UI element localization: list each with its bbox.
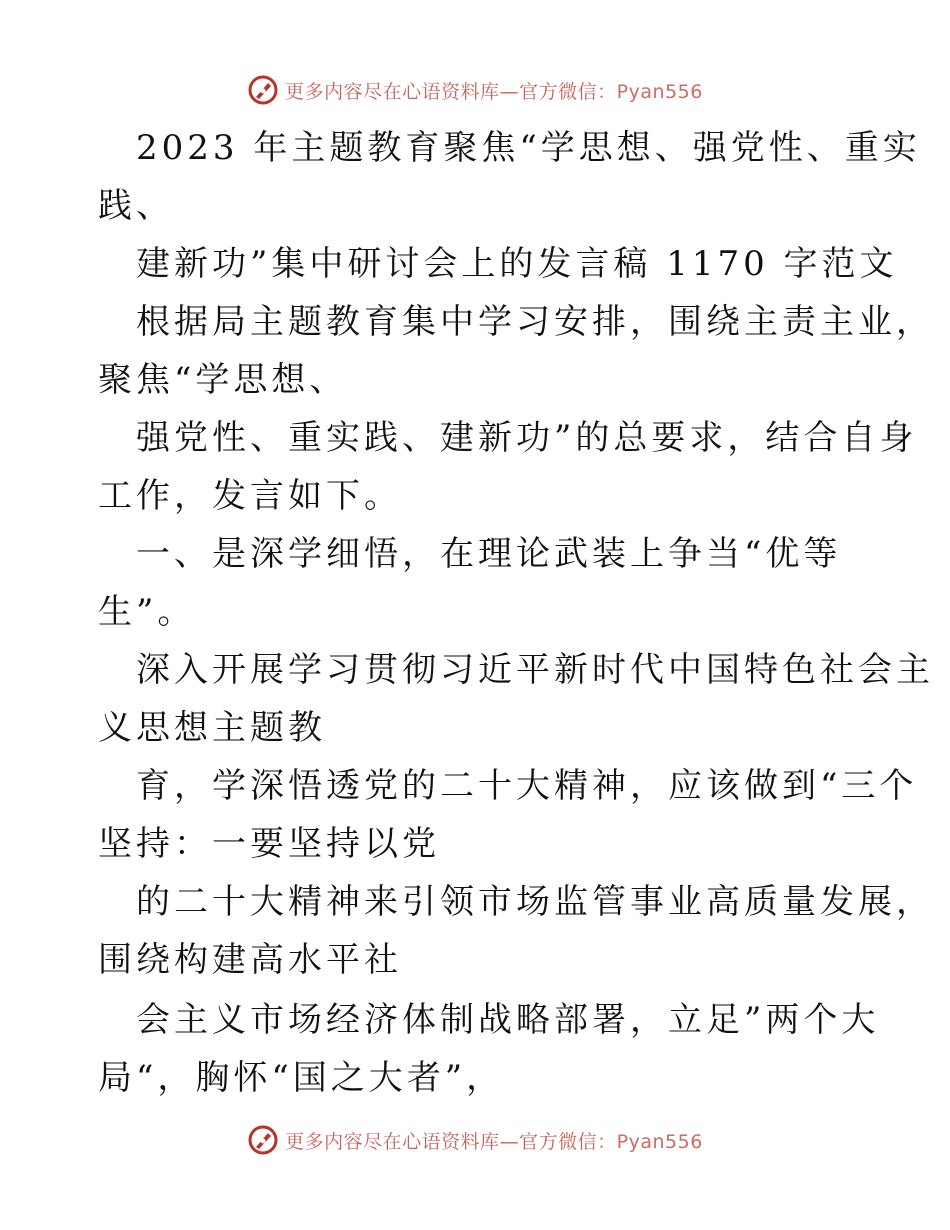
paragraph-line: 围绕构建高水平社 <box>98 940 402 980</box>
pen-circle-icon <box>247 74 279 106</box>
section-heading-line: 一、是深学细悟，在理论武装上争当“优等 <box>136 534 842 574</box>
paragraph-line: 强党性、重实践、建新功”的总要求，结合自身 <box>136 418 918 458</box>
watermark-text <box>285 1127 703 1154</box>
pen-circle-icon <box>247 1124 279 1156</box>
watermark-label: 更多内容尽在心语资料库—官方微信： <box>285 80 617 103</box>
paragraph-line: 育，学深悟透党的二十大精神，应该做到“三个 <box>136 766 918 806</box>
paragraph-line: 根据局主题教育集中学习安排，围绕主责主业， <box>136 302 934 342</box>
paragraph-line: 局“，胸怀“国之大者”， <box>98 1058 505 1098</box>
paragraph-line: 义思想主题教 <box>98 708 326 748</box>
header-watermark <box>0 70 950 110</box>
paragraph-line: 会主义市场经济体制战略部署，立足”两个大 <box>136 1000 880 1040</box>
watermark-text <box>285 77 703 104</box>
paragraph-line: 深入开展学习贯彻习近平新时代中国特色社会主 <box>136 650 934 690</box>
paragraph-line: 聚焦“学思想、 <box>98 360 348 400</box>
title-line-3: 建新功”集中研讨会上的发言稿 1170 字范文 <box>136 244 898 284</box>
watermark-id: Pyan556 <box>616 80 703 103</box>
paragraph-line: 坚持：一要坚持以党 <box>98 824 440 864</box>
watermark-id: Pyan556 <box>616 1130 703 1153</box>
section-heading-line: 生”。 <box>98 592 196 632</box>
title-line-2: 践、 <box>98 186 174 226</box>
paragraph-line: 的二十大精神来引领市场监管事业高质量发展， <box>136 882 934 922</box>
footer-watermark <box>0 1120 950 1160</box>
paragraph-line: 工作，发言如下。 <box>98 476 402 516</box>
title-line-1: 2023 年主题教育聚焦“学思想、强党性、重实 <box>136 128 921 168</box>
watermark-label: 更多内容尽在心语资料库—官方微信： <box>285 1130 617 1153</box>
